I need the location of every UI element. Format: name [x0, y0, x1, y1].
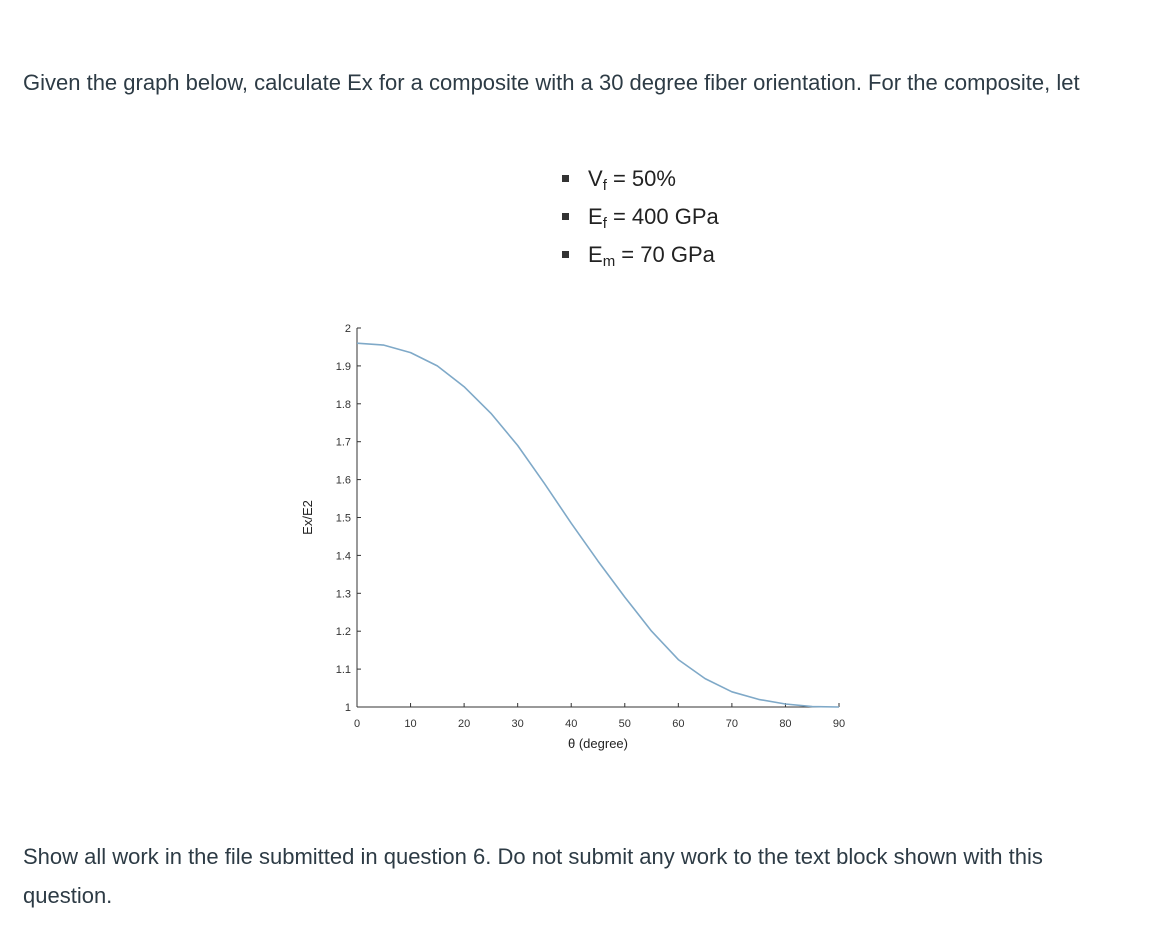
x-axis-label: θ (degree): [568, 736, 628, 751]
x-tick-label: 60: [672, 718, 685, 730]
y-tick-label: 1.9: [335, 360, 351, 373]
x-tick-label: 10: [404, 718, 417, 730]
y-tick-label: 1.8: [335, 398, 351, 411]
square-bullet-icon: [562, 213, 569, 220]
x-tick-label: 70: [725, 718, 739, 730]
ex-ratio-chart: [290, 310, 860, 770]
bullet-em: $E_m = 70$ GPa: [560, 236, 719, 274]
square-bullet-icon: [562, 251, 569, 258]
question-intro: Given the graph below, calculate Ex for a composite with a 30 degree fiber orientation. For the composite, let: [23, 70, 1080, 95]
y-tick-label: 1.3: [335, 588, 351, 601]
bullet-ef: $E_f = 400$ GPa: [560, 198, 719, 236]
y-tick-label: 2: [344, 323, 351, 335]
y-tick-label: 1.7: [335, 436, 351, 449]
y-tick-label: 1.4: [335, 550, 351, 563]
x-tick-label: 80: [779, 718, 792, 730]
given-values-list: [560, 160, 719, 274]
x-tick-label: 0: [353, 718, 361, 730]
y-tick-label: 1.5: [335, 512, 351, 525]
series-line: [357, 343, 839, 707]
y-tick-label: 1: [344, 702, 351, 714]
x-tick-label: 90: [832, 718, 846, 730]
question-outro: Show all work in the file submitted in question 6. Do not submit any work to the text block shown with this question.: [23, 844, 1043, 908]
y-tick-label: 1.6: [335, 474, 351, 487]
square-bullet-icon: [562, 175, 569, 182]
x-tick-label: 50: [618, 718, 631, 730]
y-tick-label: 1.1: [335, 664, 351, 677]
bullet-vf: $V_f = 50\%$: [560, 160, 719, 198]
x-tick-label: 20: [457, 718, 471, 730]
y-tick-label: 1.2: [335, 626, 351, 639]
y-axis-label: Ex/E2: [300, 500, 315, 535]
x-tick-label: 30: [511, 718, 524, 730]
x-tick-label: 40: [565, 718, 578, 730]
